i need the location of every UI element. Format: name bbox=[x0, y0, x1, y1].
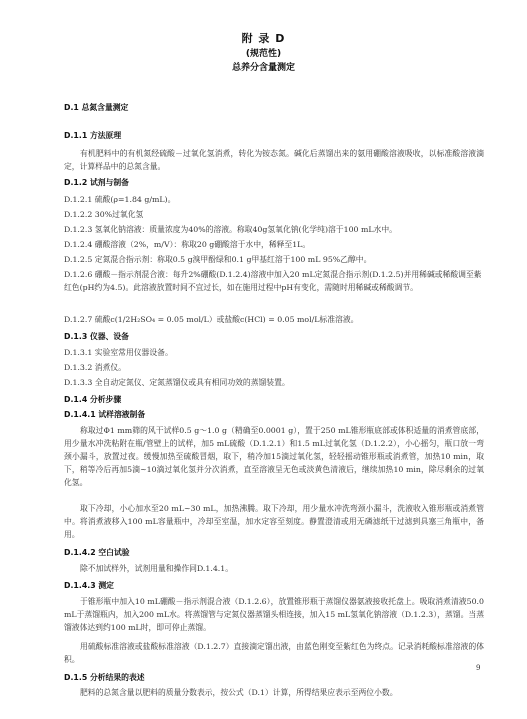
paragraph-determination-1: 于锥形瓶中加入10 mL硼酸－指示剂混合液（D.1.2.6），放置锥形瓶于蒸馏仪器氨液接收托盘上。吸取消煮清液50.0 mL于蒸馏瓶内，加入200 mL水。将蒸馏管与定氮仪器蒸馏头相连接，加入15 mL氢氧化钠溶液（D.1.2.3），蒸馏。当蒸馏液体达到约100 mL时，即可停止蒸馏。 bbox=[64, 597, 484, 632]
section-heading-d141: D.1.4.1 试样溶液制备 bbox=[64, 410, 146, 419]
paragraph-sample-prep-1: 称取过Φ1 mm筛的风干试样0.5 g～1.0 g（精确至0.0001 g），置于250 mL锥形瓶底部或体积适量的消煮管底部，用少量水冲洗粘附在瓶/管壁上的试样，加5 mL硫酸（D.1.2.1）和1.5 mL过氧化氢（D.1.2.2），小心摇匀，瓶口放一弯颈小漏斗，放置过夜。缓慢加热至硫酸冒烟，取下，稍冷加15滴过氧化氢，轻轻摇动锥形瓶或消煮管，加热10 min，取下，稍等冷后再加5滴~10滴过氧化氢并分次消煮，直至溶液呈无色或淡黄色清液后，继续加热10 min，除尽剩余的过氧化氢。 bbox=[64, 426, 484, 487]
appendix-label: 附 录 D bbox=[241, 32, 286, 45]
reagent-item-2: D.1.2.2 30%过氧化氢 bbox=[64, 210, 144, 219]
section-heading-d1: D.1 总氮含量测定 bbox=[64, 103, 129, 112]
reagent-item-3: D.1.2.3 氢氧化钠溶液：质量浓度为40%的溶液。称取40g氢氧化钠(化学纯)溶于100 mL水中。 bbox=[64, 225, 397, 234]
paragraph-principle: 有机肥料中的有机氮经硫酸－过氧化氢消煮，转化为铵态氮。碱化后蒸馏出来的氨用硼酸溶液吸收，以标准酸溶液滴定，计算样品中的总氮含量。 bbox=[64, 149, 484, 171]
section-heading-d12: D.1.2 试剂与制备 bbox=[64, 178, 129, 187]
equipment-item-1: D.1.3.1 实验室常用仪器设备。 bbox=[64, 348, 173, 357]
equipment-item-3: D.1.3.3 全自动定氮仪、定氮蒸馏仪或具有相同功效的蒸馏装置。 bbox=[64, 378, 290, 387]
page-number: 9 bbox=[476, 664, 481, 672]
section-heading-d142: D.1.4.2 空白试验 bbox=[64, 548, 130, 557]
paragraph-blank-test: 除不加试样外，试剂用量和操作同D.1.4.1。 bbox=[80, 564, 234, 573]
reagent-item-5: D.1.2.5 定氮混合指示剂：称取0.5 g溴甲酚绿和0.1 g甲基红溶于100 mL 95%乙醇中。 bbox=[64, 255, 372, 264]
reagent-item-7: D.1.2.7 硫酸c(1/2H₂SO₄ = 0.05 mol/L）或盐酸c(HCl) = 0.05 mol/L标准溶液。 bbox=[64, 315, 359, 324]
equipment-item-2: D.1.3.2 消煮仪。 bbox=[64, 363, 126, 372]
section-heading-d143: D.1.4.3 测定 bbox=[64, 581, 114, 590]
paragraph-sample-prep-2: 取下冷却，小心加水至20 mL~30 mL，加热沸腾。取下冷却，用少量水冲洗弯颈小漏斗，洗液收入锥形瓶或消煮管中。将消煮液移入100 mL容量瓶中，冷却至室温，加水定容至刻度。静置澄清或用无磷滤纸干过滤到具塞三角瓶中，备用。 bbox=[64, 504, 484, 539]
reagent-item-6: D.1.2.6 硼酸－指示剂混合液：每升2%硼酸(D.1.2.4)溶液中加入20 mL定氮混合指示剂(D.1.2.5)并用稀碱或稀酸调至紫红色(pH约为4.5)。此溶液放置时间不宜过长，如在施用过程中pH有变化，需随时用稀碱或稀酸调节。 bbox=[64, 270, 482, 292]
section-heading-d14: D.1.4 分析步骤 bbox=[64, 395, 122, 404]
paragraph-result-expression: 肥料的总氮含量以肥料的质量分数表示，按公式（D.1）计算，所得结果应表示至两位小数。 bbox=[80, 688, 398, 697]
section-heading-d11: D.1.1 方法原理 bbox=[64, 131, 122, 140]
appendix-title: 总养分含量测定 bbox=[231, 63, 295, 73]
normative-label: (规范性) bbox=[245, 49, 282, 59]
reagent-item-1: D.1.2.1 硫酸(ρ=1.84 g/mL)。 bbox=[64, 195, 176, 204]
section-heading-d13: D.1.3 仪器、设备 bbox=[64, 332, 129, 341]
reagent-item-4: D.1.2.4 硼酸溶液（2%，m/V）：称取20 g硼酸溶于水中，稀释至1L。 bbox=[64, 240, 311, 249]
section-heading-d15: D.1.5 分析结果的表述 bbox=[64, 673, 145, 682]
paragraph-determination-2: 用硫酸标准溶液或盐酸标准溶液（D.1.2.7）直接滴定馏出液，由蓝色刚变至紫红色为终点。记录消耗酸标准溶液的体积。 bbox=[64, 642, 484, 664]
